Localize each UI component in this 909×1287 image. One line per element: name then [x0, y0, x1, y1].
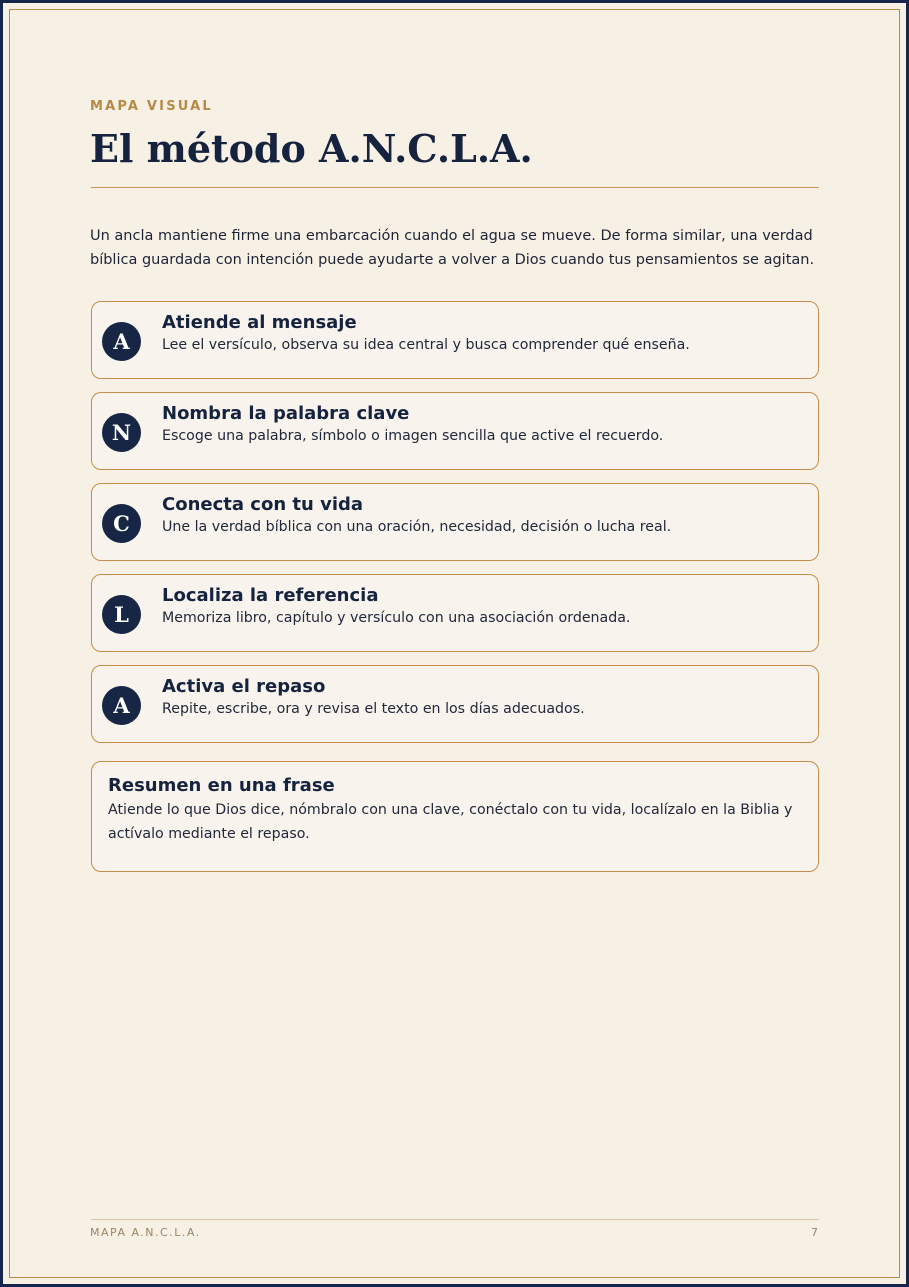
step-description: Repite, escribe, ora y revisa el texto en los días adecuados.	[162, 701, 585, 717]
title-divider	[91, 187, 819, 188]
step-letter-badge: A	[102, 322, 141, 361]
summary-title: Resumen en una frase	[108, 775, 335, 796]
step-letter-badge: A	[102, 686, 141, 725]
step-title: Atiende al mensaje	[162, 312, 357, 333]
step-letter-badge: N	[102, 413, 141, 452]
step-description: Une la verdad bíblica con una oración, necesidad, decisión o lucha real.	[162, 519, 672, 535]
step-title: Nombra la palabra clave	[162, 403, 410, 424]
section-eyebrow: MAPA VISUAL	[90, 99, 213, 114]
step-description: Memoriza libro, capítulo y versículo con una asociación ordenada.	[162, 610, 631, 626]
summary-text: Atiende lo que Dios dice, nómbralo con una clave, conéctalo con tu vida, localízalo en la Biblia y actívalo mediante el repaso.	[108, 802, 793, 842]
intro-paragraph: Un ancla mantiene firme una embarcación cuando el agua se mueve. De forma similar, una verdad bíblica guardada con intención puede ayudarte a volver a Dios cuando tus pensamientos se agitan.	[90, 227, 815, 268]
step-card-activa	[91, 665, 819, 743]
step-title: Localiza la referencia	[162, 585, 379, 606]
step-card-nombra	[91, 392, 819, 470]
page-number: 7	[811, 1226, 818, 1239]
step-description: Escoge una palabra, símbolo o imagen sencilla que active el recuerdo.	[162, 428, 664, 444]
step-card-atiende	[91, 301, 819, 379]
step-letter-badge: L	[102, 595, 141, 634]
summary-card	[91, 761, 819, 872]
footer-title: MAPA A.N.C.L.A.	[90, 1226, 201, 1239]
page-title: El método A.N.C.L.A.	[90, 126, 533, 171]
step-card-localiza	[91, 574, 819, 652]
method-steps	[91, 301, 819, 756]
step-letter-badge: C	[102, 504, 141, 543]
step-card-conecta	[91, 483, 819, 561]
step-description: Lee el versículo, observa su idea central y busca comprender qué enseña.	[162, 337, 690, 353]
step-title: Activa el repaso	[162, 676, 326, 697]
footer-divider	[91, 1219, 819, 1220]
step-title: Conecta con tu vida	[162, 494, 364, 515]
